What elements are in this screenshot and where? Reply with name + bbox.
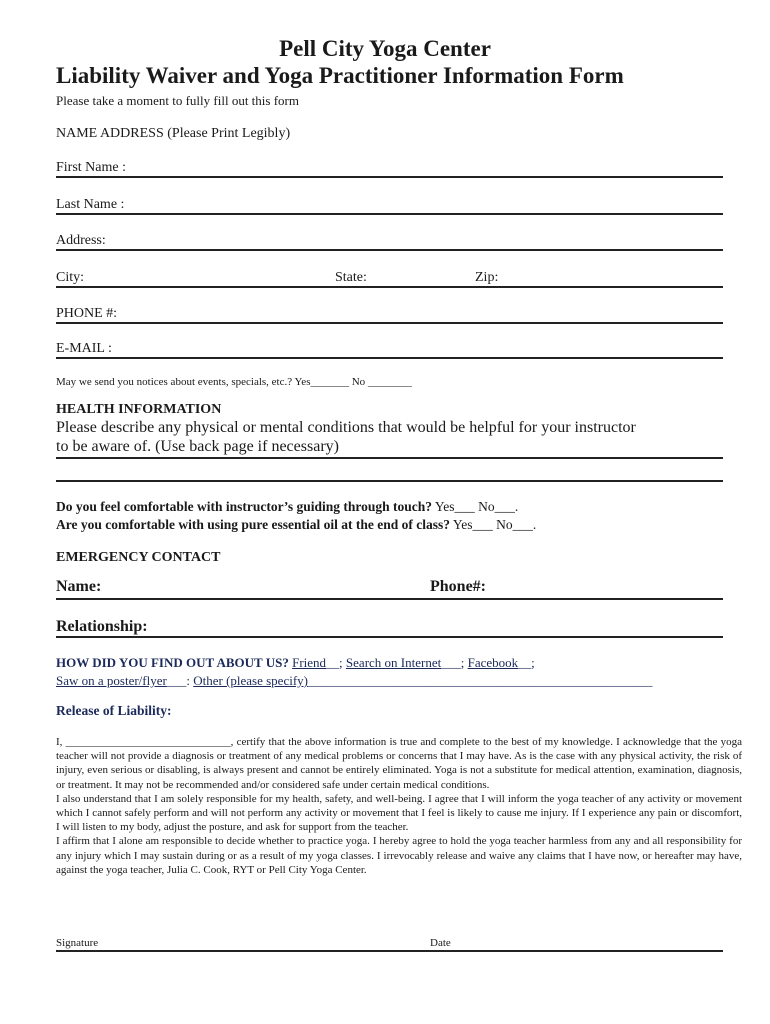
emergency-name-phone-field[interactable] [56,598,723,600]
referral-sep2: ___; [441,655,468,670]
notices-question: May we send you notices about events, specials, etc.? Yes_______ No ________ [56,376,412,388]
zip-label: Zip: [475,270,499,285]
health-heading: HEALTH INFORMATION [56,402,222,417]
last-name-field[interactable] [56,213,723,215]
oil-question-text: Are you comfortable with using pure essential oil at the end of class? [56,517,450,532]
touch-question [56,499,518,515]
release-paragraph-3: I affirm that I alone am responsible to decide whether to practice yoga. I hereby agree to hold the yoga teacher harmless from any and all responsibility for any injury which I may sustain during or as a result of my yoga classes. I irrevocably release and waive any claims that I have now, or hereafter may have, against the yoga teacher, Julia C. Cook, RYT or Pell City Yoga Center. [56,835,742,876]
first-name-label: First Name : [56,160,126,175]
relationship-label: Relationship: [56,618,148,635]
form-title: Liability Waiver and Yoga Practitioner Information Form [56,63,624,88]
release-paragraph-1: I, ______________________________, certify that the above information is true and complete to the best of my knowledge. I acknowledge that the yoga teacher will not provide a diagnosis or treatment of any medical problems or concerns that I may have. As is the case with any physical activity, the risk of injury, even serious or disabling, is always present and cannot be entirely eliminated. Yoga is not a substitute for medical attention, examination, diagnosis, or treatment. It may not be recommended and/or considered safe under certain medical conditions. [56,736,742,791]
health-answer-line-2[interactable] [56,480,723,482]
signature-label: Signature [56,937,99,949]
health-answer-line-1[interactable] [56,457,723,459]
referral-search[interactable]: Search on Internet [345,655,442,670]
referral-line1 [56,655,535,671]
phone-label: PHONE #: [56,306,118,321]
address-label: Address: [56,233,106,248]
referral-friend[interactable]: Friend [292,655,327,670]
referral-sep1: __; [326,655,346,670]
name-address-heading: NAME ADDRESS (Please Print Legibly) [56,126,291,141]
release-paragraph-2: I also understand that I am solely responsible for my health, safety, and well-being. I agree that I will inform the yoga teacher of any activity or movement which I cannot safely perform and will not perform any activity or movement that I feel is likely to cause me injury. If I experience any pain or discomfort, I will listen to my body, adjust the posture, and ask for support from the teacher. [56,792,742,834]
release-text [56,735,742,877]
emergency-heading: EMERGENCY CONTACT [56,550,221,565]
referral-other[interactable]: Other (please specify) [193,673,308,688]
org-title: Pell City Yoga Center [279,36,491,61]
touch-question-text: Do you feel comfortable with instructor’s guiding through touch? [56,499,432,514]
referral-poster[interactable]: Saw on a poster/flyer [56,673,167,688]
referral-sep4: ___: [166,673,190,688]
form-instructions: Please take a moment to fully fill out this form [56,93,299,108]
touch-options[interactable]: Yes___ No___. [432,499,519,514]
emergency-name-label: Name: [56,578,102,595]
emergency-phone-label: Phone#: [430,578,486,595]
health-prompt-line2: to be aware of. (Use back page if necessary) [56,438,339,455]
referral-line2 [56,673,653,689]
oil-question [56,517,536,533]
last-name-label: Last Name : [56,197,125,212]
phone-field[interactable] [56,322,723,324]
first-name-field[interactable] [56,176,723,178]
date-label: Date [430,937,451,949]
referral-facebook[interactable]: Facebook [467,655,519,670]
state-label: State: [335,270,367,285]
health-prompt-line1: Please describe any physical or mental conditions that would be helpful for your instructor [56,419,636,436]
city-state-zip-field[interactable] [56,286,723,288]
signature-date-field[interactable] [56,950,723,952]
referral-heading: HOW DID YOU FIND OUT ABOUT US? [56,655,289,670]
oil-options[interactable]: Yes___ No___. [450,517,537,532]
referral-other-line[interactable]: _____________________________________________________ [308,673,653,688]
email-field[interactable] [56,357,723,359]
city-label: City: [56,270,85,285]
address-field[interactable] [56,249,723,251]
release-heading: Release of Liability: [56,703,172,718]
referral-sep3: __; [518,655,535,670]
email-label: E-MAIL : [56,341,112,356]
relationship-field[interactable] [56,636,723,638]
